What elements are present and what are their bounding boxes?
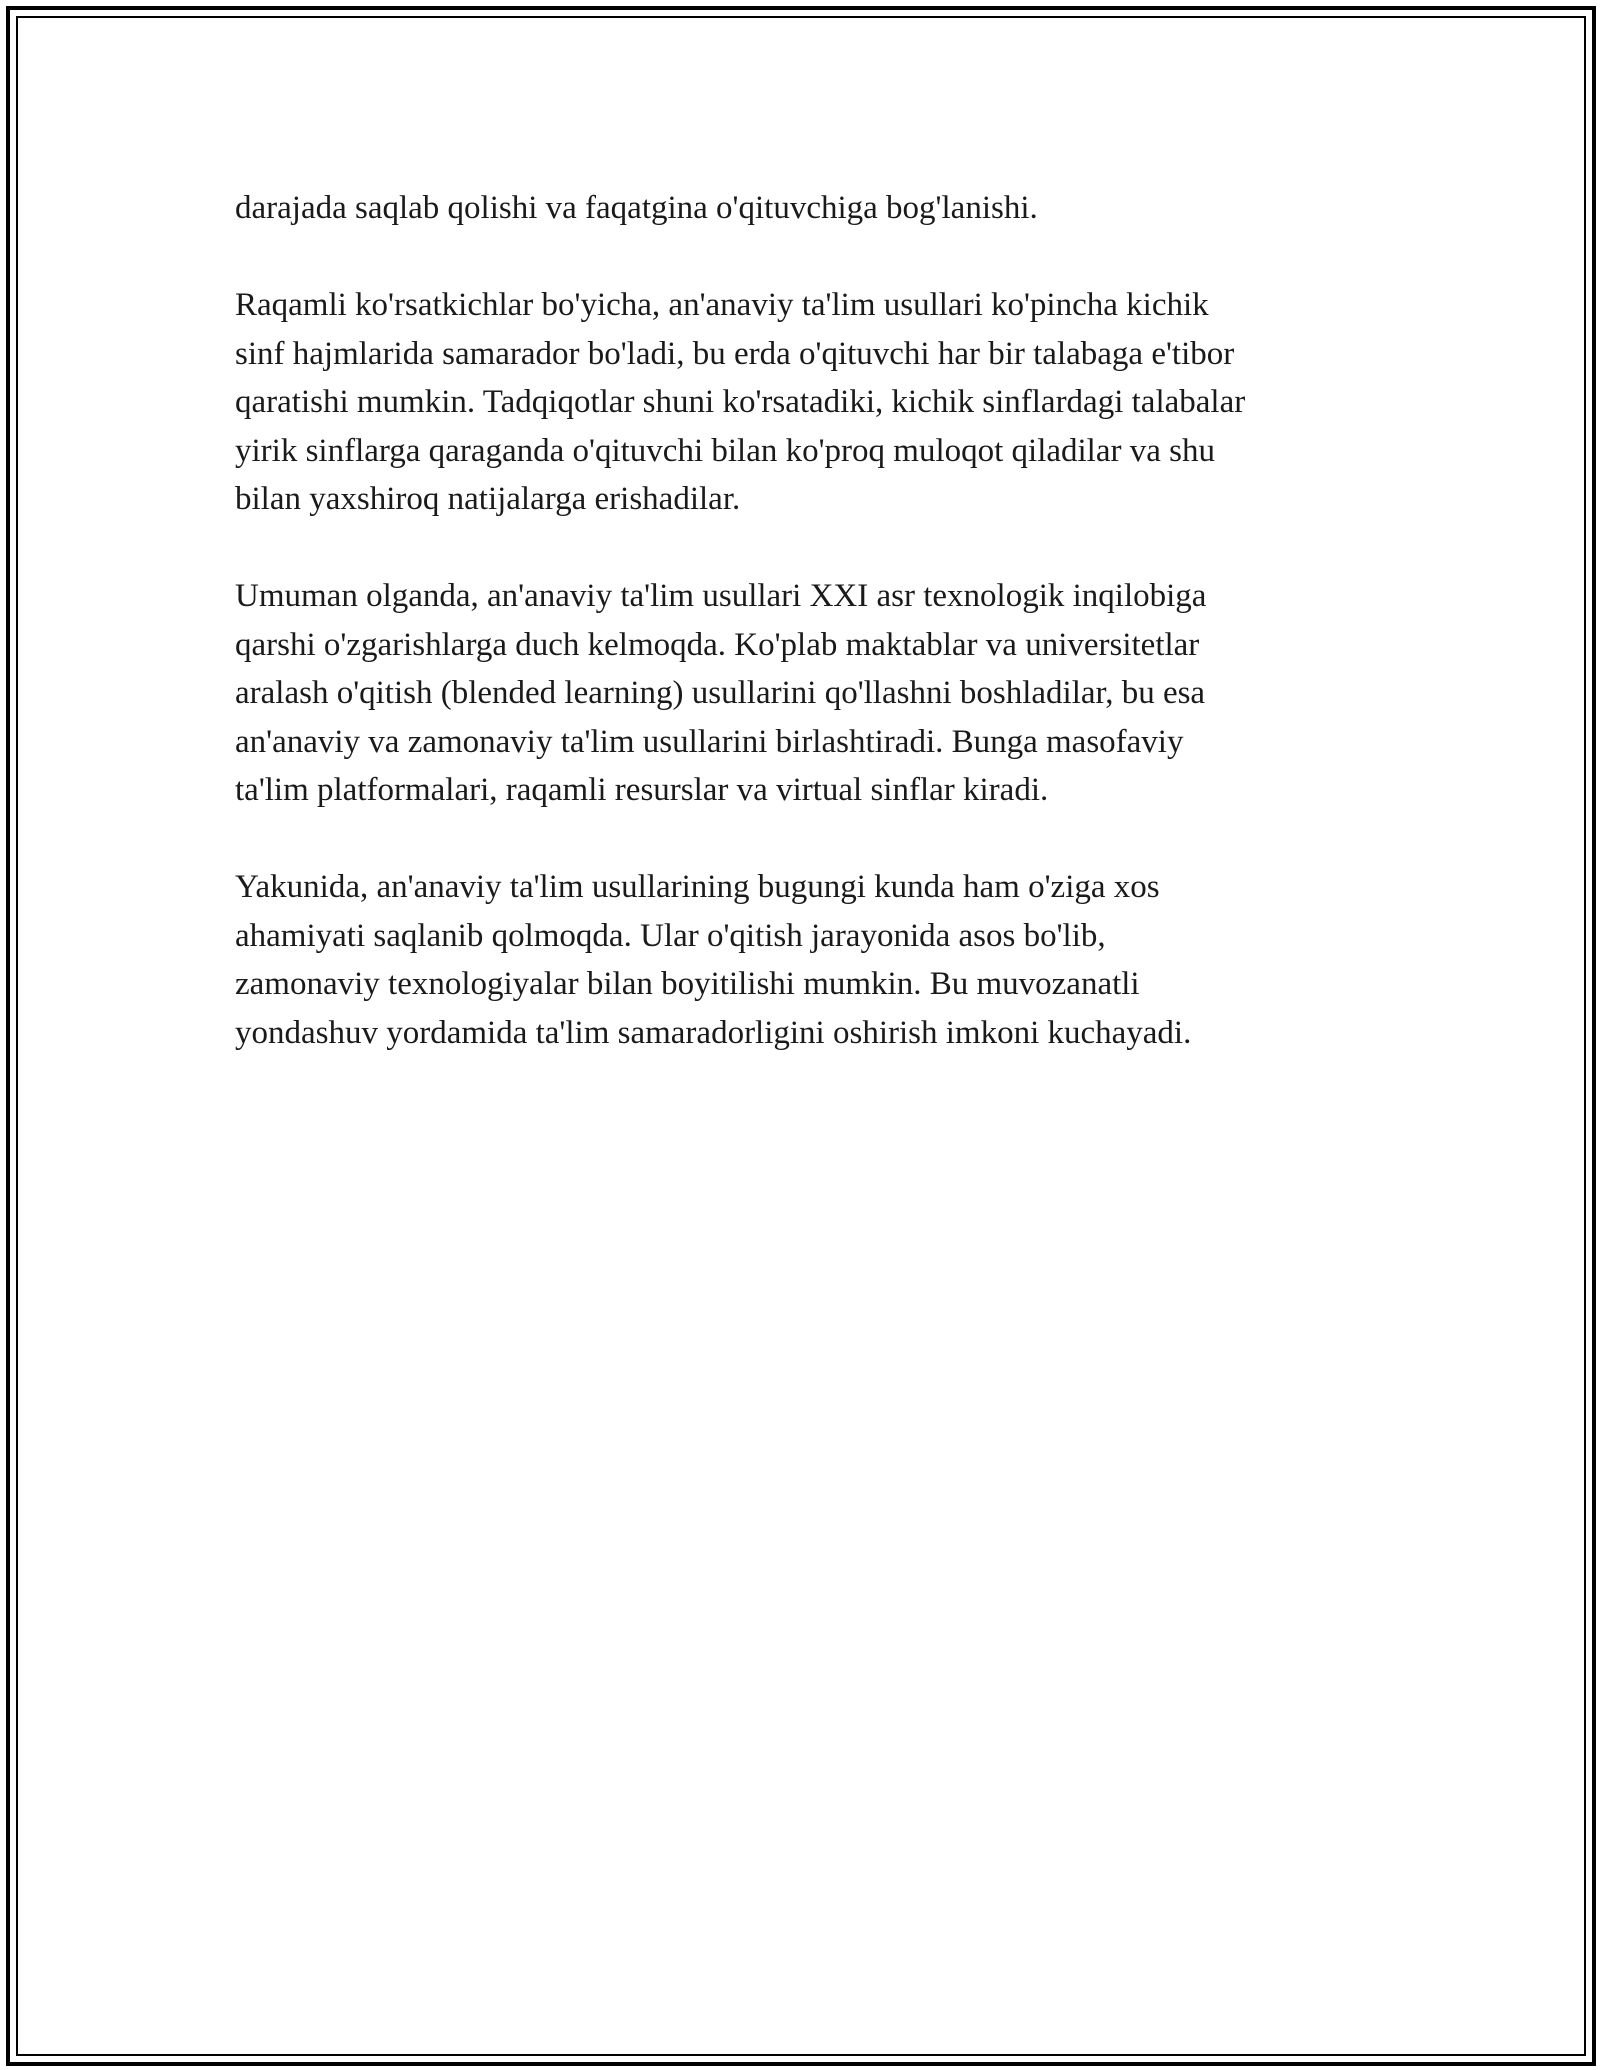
paragraph-3 (235, 572, 1385, 815)
text-line: qaratishi mumkin. Tadqiqotlar shuni ko'rsatadiki, kichik sinflardagi talabalar (235, 384, 1246, 420)
text-line: darajada saqlab qolishi va faqatgina o'qituvchiga bog'lanishi. (235, 190, 1038, 226)
text-line: an'anaviy va zamonaviy ta'lim usullarini birlashtiradi. Bunga masofaviy (235, 723, 1184, 760)
paragraph-2 (235, 281, 1385, 524)
text-line: sinf hajmlarida samarador bo'ladi, bu erda o'qituvchi har bir talabaga e'tibor (235, 335, 1235, 372)
text-line: bilan yaxshiroq natijalarga erishadilar. (235, 481, 741, 517)
paragraph-4 (235, 863, 1385, 1057)
text-line: Umuman olganda, an'anaviy ta'lim usullari XXI asr texnologik inqilobiga (235, 578, 1207, 614)
text-line: yondashuv yordamida ta'lim samaradorligini oshirish imkoni kuchayadi. (235, 1014, 1192, 1051)
text-line: zamonaviy texnologiyalar bilan boyitilishi mumkin. Bu muvozanatli (235, 966, 1140, 1002)
text-line: ahamiyati saqlanib qolmoqda. Ular o'qitish jarayonida asos bo'lib, (235, 917, 1106, 954)
paragraph-1 (235, 184, 1385, 233)
document-body (235, 184, 1385, 1106)
text-line: qarshi o'zgarishlarga duch kelmoqda. Ko'plab maktablar va universitetlar (235, 626, 1200, 663)
text-line: aralash o'qitish (blended learning) usullarini qo'llashni boshladilar, bu esa (235, 675, 1206, 711)
text-line: ta'lim platformalari, raqamli resurslar va virtual sinflar kiradi. (235, 772, 1049, 808)
text-line: Raqamli ko'rsatkichlar bo'yicha, an'anaviy ta'lim usullari ko'pincha kichik (235, 287, 1209, 323)
text-line: yirik sinflarga qaraganda o'qituvchi bilan ko'proq muloqot qiladilar va shu (235, 432, 1215, 469)
text-line: Yakunida, an'anaviy ta'lim usullarining bugungi kunda ham o'ziga xos (235, 869, 1160, 905)
